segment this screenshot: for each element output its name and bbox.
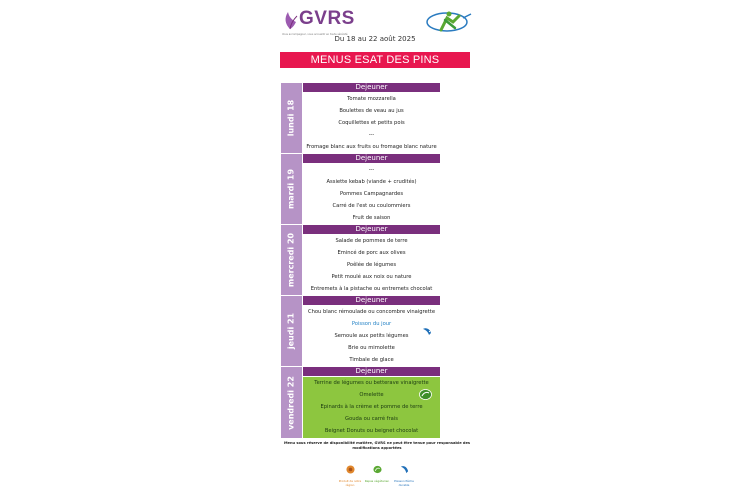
day-sidebar [281, 367, 302, 438]
fish-icon [400, 465, 409, 474]
meal-header: Dejeuner [303, 83, 440, 92]
menu-item: Timbale de glace [349, 356, 394, 363]
legend-region [335, 459, 365, 487]
menu-item: Poêlée de légumes [346, 261, 397, 268]
day-sidebar [281, 154, 302, 224]
disclaimer-text: Menu sous réserve de disponibilité matière, GVRS ne peut être tenue pour responsable des modifications apportées [283, 441, 471, 450]
meal-header: Dejeuner [303, 367, 440, 376]
leaf-logo-icon [282, 10, 298, 30]
menu-items [303, 93, 440, 153]
menu-item: Beignet Donuts ou beignet chocolat [324, 428, 419, 435]
day-sidebar [281, 83, 302, 153]
menu-item: --- [368, 166, 375, 173]
menu-item: Entremets à la pistache ou entremets chocolat [310, 285, 433, 292]
day-sidebar [281, 225, 302, 295]
logo-tagline: Vous accompagner, vous accueillir en toute sérénité [282, 33, 348, 36]
menu-items [303, 235, 440, 295]
menu-dates: Du 18 au 22 août 2025 [334, 35, 416, 43]
menu-item: Petit moulé aux noix ou nature [331, 273, 412, 280]
legend-label: Produit de notre région [338, 479, 362, 487]
menu-item: Terrine de légumes ou betterave vinaigrette [314, 379, 429, 386]
day-label: jeudi 21 [286, 312, 296, 350]
menu-item: Carré de l'est ou coulommiers [332, 202, 411, 209]
menu-item: Brie ou mimolette [348, 344, 395, 351]
menu-item: Assiette kebab (viande + crudités) [326, 178, 417, 185]
menu-item-fish: Poisson du jour [351, 320, 392, 327]
day-label: vendredi 22 [286, 375, 296, 430]
menu-item: Emincé de porc aux olives [337, 249, 406, 256]
day-block-wednesday [281, 225, 440, 295]
legend-label: Repas végétarien [364, 479, 390, 483]
menu-item: Semoule aux petits légumes [334, 332, 409, 339]
menu-item: Boulettes de veau au jus [339, 107, 404, 114]
vegetarian-icon [419, 389, 432, 400]
menu-item: Coquillettes et petits pois [338, 119, 405, 126]
menu-item: --- [368, 131, 375, 138]
menu-item: Fruit de saison [352, 214, 391, 221]
day-block-friday [281, 367, 440, 438]
menu-items [303, 164, 440, 224]
menu-item: Epinards à la crème et pomme de terre [320, 403, 423, 410]
fish-icon [422, 327, 432, 336]
meal-header: Dejeuner [303, 154, 440, 163]
menu-title-banner: MENUS ESAT DES PINS [280, 52, 470, 68]
region-icon [346, 465, 355, 474]
day-sidebar [281, 296, 302, 366]
day-label: mardi 19 [286, 168, 296, 210]
menu-item: Gouda ou carré frais [345, 416, 398, 423]
legend-label: Poisson Pêche durable [394, 479, 414, 487]
legend-fish [389, 459, 419, 487]
day-label: lundi 18 [286, 99, 296, 137]
day-block-monday [281, 83, 440, 153]
menu-item: Salade de pommes de terre [335, 237, 408, 244]
day-block-thursday [281, 296, 440, 366]
menu-item: Tomate mozzarella [347, 95, 396, 102]
menu-item: Fromage blanc aux fruits ou fromage blanc nature [306, 143, 437, 150]
day-block-tuesday [281, 154, 440, 224]
logo-text: GVRS [299, 8, 355, 29]
menu-items [303, 377, 440, 438]
meal-header: Dejeuner [303, 296, 440, 305]
partner-logo-icon [425, 8, 473, 34]
day-label: mercredi 20 [286, 232, 296, 288]
legend-vegetarian [362, 459, 392, 484]
menu-item: Omelette [359, 391, 384, 398]
meal-header: Dejeuner [303, 225, 440, 234]
gvrs-logo [282, 8, 402, 34]
menu-items [303, 306, 440, 366]
menu-item: Chou blanc rémoulade ou concombre vinaigrette [307, 308, 436, 315]
menu-item: Pommes Campagnardes [339, 190, 404, 197]
vegetarian-icon [373, 465, 382, 474]
